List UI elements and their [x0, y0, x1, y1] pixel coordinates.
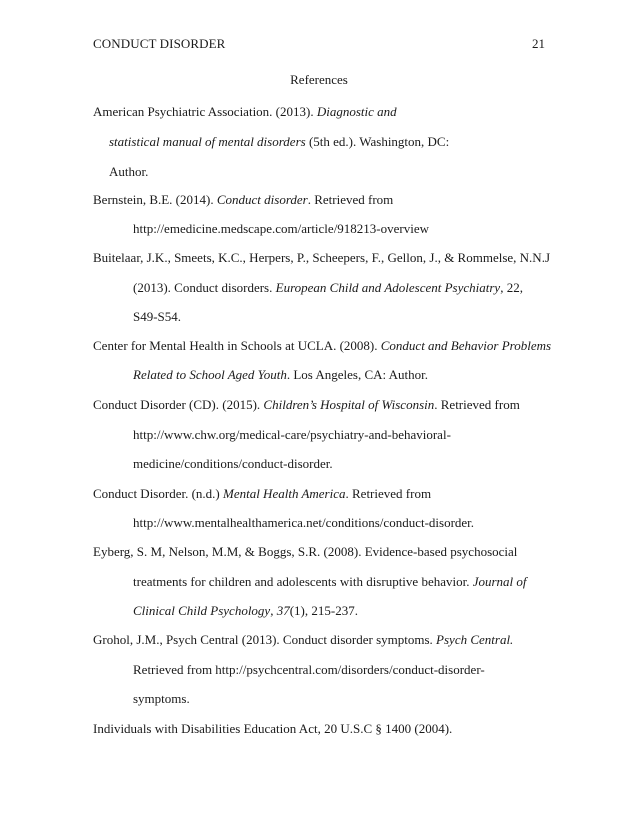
text: Author.	[109, 164, 149, 179]
reference-line	[133, 691, 190, 707]
reference-line	[109, 164, 148, 180]
text: . Retrieved from	[434, 397, 520, 412]
reference-line	[93, 721, 452, 737]
references-title: References	[290, 72, 348, 87]
text: Conduct Disorder. (n.d.)	[93, 486, 223, 501]
text: http://www.chw.org/medical-care/psychiatry-and-behavioral-	[133, 427, 451, 442]
text: American Psychiatric Association. (2013).	[93, 104, 317, 119]
reference-line	[133, 456, 333, 472]
reference-line	[93, 632, 513, 648]
reference-line	[93, 544, 517, 560]
text: Eyberg, S. M, Nelson, M.M, & Boggs, S.R. (2008). Evidence-based psychosocial	[93, 544, 518, 559]
text: , 22,	[500, 280, 523, 295]
reference-line	[133, 574, 527, 590]
text: Retrieved from http://psychcentral.com/disorders/conduct-disorder-	[133, 662, 485, 677]
text: . Retrieved from	[307, 192, 394, 207]
reference-line	[93, 250, 550, 266]
text: (5th ed.). Washington, DC:	[305, 134, 450, 149]
italic-text: 37	[276, 603, 290, 618]
text: medicine/conditions/conduct-disorder.	[133, 456, 333, 471]
text: . Los Angeles, CA: Author.	[286, 367, 429, 382]
italic-text: Conduct disorder	[216, 192, 308, 207]
text: Grohol, J.M., Psych Central (2013). Conduct disorder symptoms.	[93, 632, 437, 647]
italic-text: Related to School Aged Youth	[133, 367, 287, 382]
reference-line	[133, 603, 358, 619]
italic-text: Conduct and Behavior Problems	[380, 338, 552, 353]
text: . Retrieved from	[345, 486, 432, 501]
reference-line	[133, 280, 523, 296]
italic-text: Diagnostic and	[316, 104, 397, 119]
running-head: CONDUCT DISORDER	[93, 36, 226, 51]
italic-text: Journal of	[472, 574, 527, 589]
reference-line	[93, 192, 393, 208]
italic-text: European Child and Adolescent Psychiatry	[275, 280, 501, 295]
italic-text: Children’s Hospital of Wisconsin	[263, 397, 435, 412]
text: http://emedicine.medscape.com/article/918213-overview	[133, 221, 430, 236]
italic-text: statistical manual of mental disorders	[109, 134, 306, 149]
reference-line	[93, 104, 397, 120]
italic-text: Psych Central.	[436, 632, 514, 647]
text: (2013). Conduct disorders.	[133, 280, 276, 295]
reference-line	[133, 221, 429, 237]
italic-text: Mental Health America	[222, 486, 346, 501]
reference-line	[93, 397, 520, 413]
reference-line	[133, 367, 428, 383]
text: Buitelaar, J.K., Smeets, K.C., Herpers, P., Scheepers, F., Gellon, J., & Rommelse, N.N.J	[93, 250, 550, 265]
reference-line	[93, 486, 431, 502]
text: Conduct Disorder (CD). (2015).	[93, 397, 264, 412]
text: treatments for children and adolescents with disruptive behavior.	[133, 574, 473, 589]
reference-line	[93, 338, 551, 354]
text: ,	[270, 603, 277, 618]
text: Bernstein, B.E. (2014).	[93, 192, 217, 207]
text: http://www.mentalhealthamerica.net/conditions/conduct-disorder.	[133, 515, 475, 530]
text: (1), 215-237.	[289, 603, 358, 618]
page-number: 21	[532, 36, 545, 51]
reference-line	[133, 309, 181, 325]
reference-line	[109, 134, 449, 150]
reference-line	[133, 515, 474, 531]
reference-line	[133, 662, 485, 678]
text: symptoms.	[133, 691, 190, 706]
text: S49-S54.	[133, 309, 182, 324]
text: Center for Mental Health in Schools at UCLA. (2008).	[93, 338, 381, 353]
italic-text: Clinical Child Psychology	[133, 603, 271, 618]
text: Individuals with Disabilities Education Act, 20 U.S.C § 1400 (2004).	[93, 721, 453, 736]
reference-line	[133, 427, 451, 443]
